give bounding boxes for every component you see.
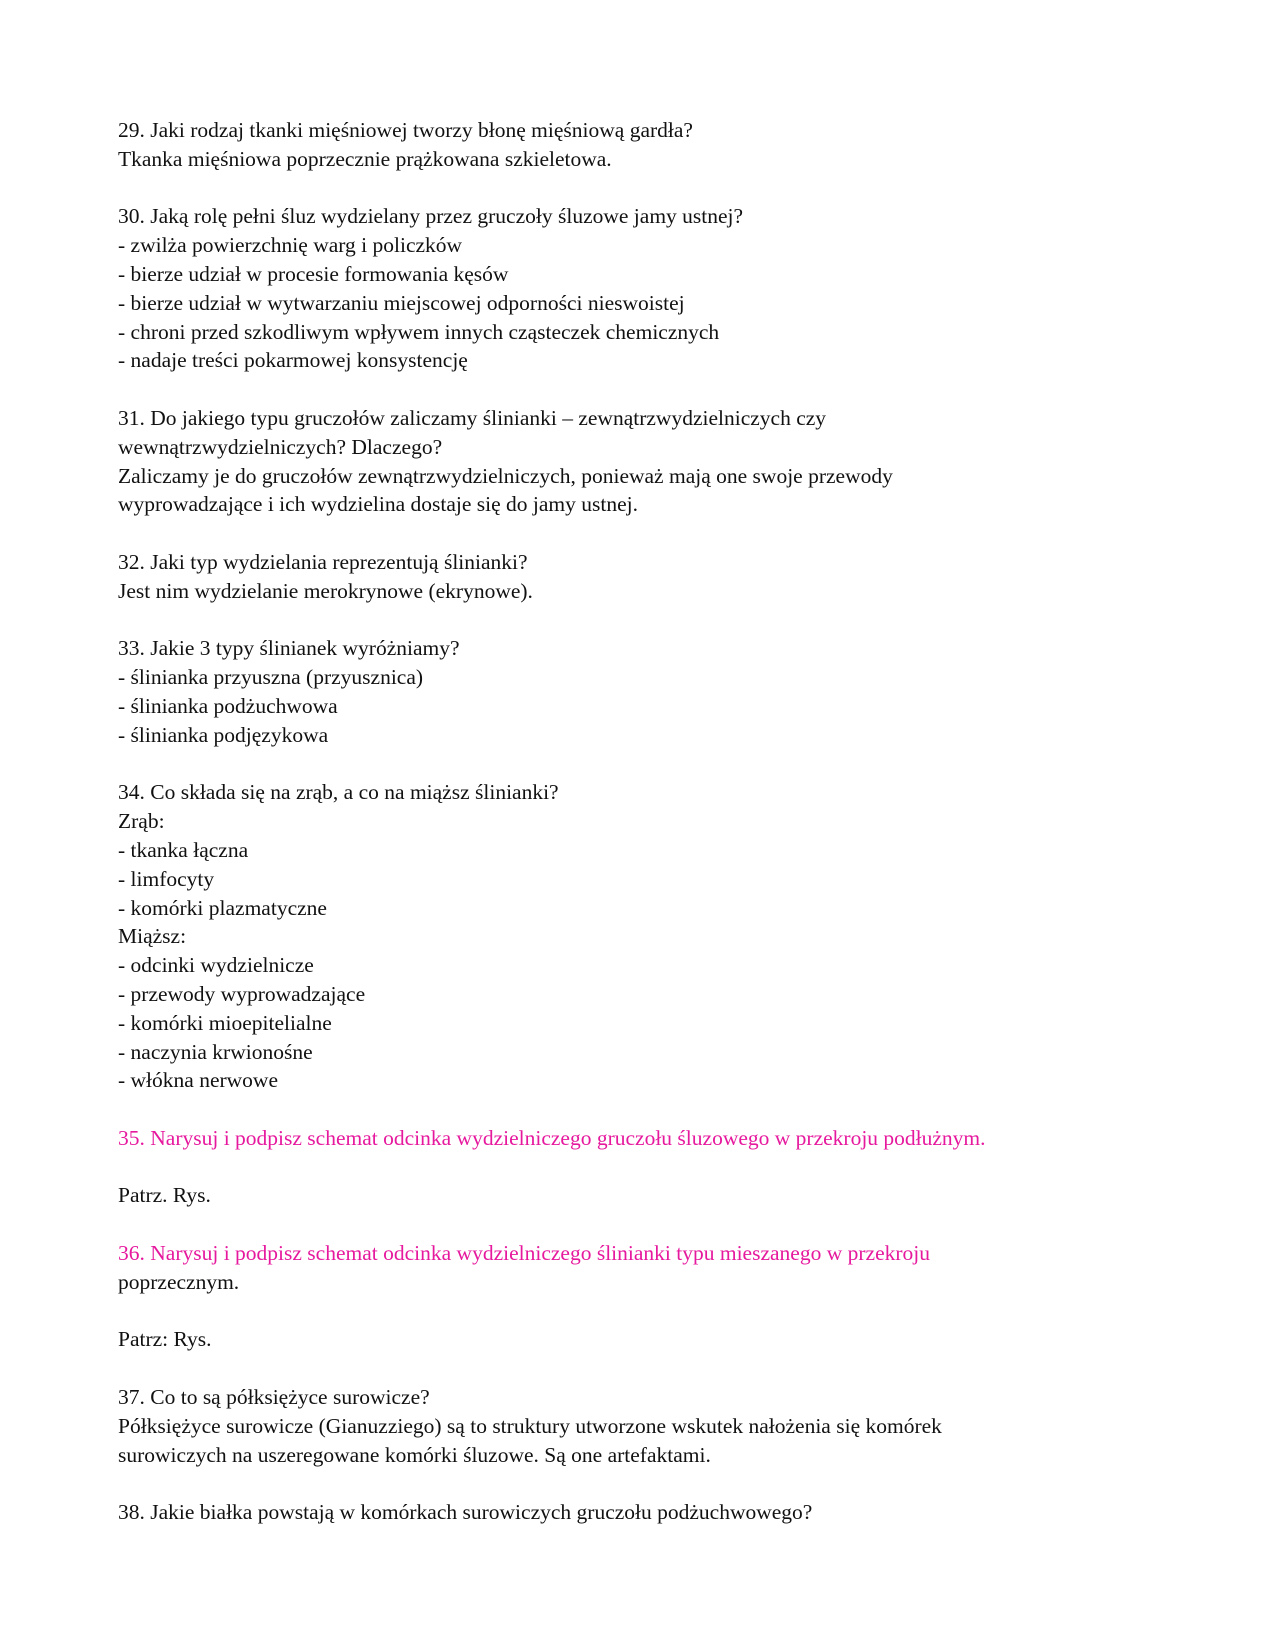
answer-line: - włókna nerwowe (118, 1068, 279, 1093)
block-q29 (118, 116, 1178, 174)
question-line: 37. Co to są półksiężyce surowicze? (118, 1385, 430, 1410)
answer-line: - odcinki wydzielnicze (118, 953, 314, 978)
answer-line: Miąższ: (118, 924, 187, 949)
answer-line: - komórki mioepitelialne (118, 1010, 332, 1035)
answer-line: - tkanka łączna (118, 837, 249, 862)
answer-line: Zaliczamy je do gruczołów zewnątrzwydzielniczych, ponieważ mają one swoje przewody (118, 463, 893, 488)
block-q36 (118, 1239, 1178, 1297)
document-page (118, 116, 1178, 1556)
answer-line: Półksiężyce surowicze (Gianuzziego) są to struktury utworzone wskutek nałożenia się komórek (118, 1413, 942, 1438)
answer-line: Patrz. Rys. (118, 1183, 211, 1208)
block-q32 (118, 548, 1178, 606)
question-line: 32. Jaki typ wydzielania reprezentują ślinianki? (118, 549, 528, 574)
question-line: wewnątrzwydzielniczych? Dlaczego? (118, 434, 443, 459)
answer-line: - ślinianka podjęzykowa (118, 722, 329, 747)
answer-line: - chroni przed szkodliwym wpływem innych cząsteczek chemicznych (118, 319, 720, 344)
block-q30 (118, 202, 1178, 375)
answer-line: - limfocyty (118, 866, 215, 891)
block-q36-answer (118, 1325, 1178, 1354)
answer-line: - komórki plazmatyczne (118, 895, 327, 920)
answer-line: - ślinianka podżuchwowa (118, 693, 338, 718)
block-q38 (118, 1498, 1178, 1527)
answer-line: surowiczych na uszeregowane komórki śluzowe. Są one artefaktami. (118, 1442, 711, 1467)
answer-line: - bierze udział w procesie formowania kęsów (118, 261, 509, 286)
question-line: 34. Co składa się na zrąb, a co na miąższ ślinianki? (118, 780, 559, 805)
question-line: 30. Jaką rolę pełni śluz wydzielany przez gruczoły śluzowe jamy ustnej? (118, 204, 744, 229)
answer-line: - nadaje treści pokarmowej konsystencję (118, 348, 468, 373)
answer-line: Zrąb: (118, 809, 165, 834)
answer-line: - naczynia krwionośne (118, 1039, 313, 1064)
answer-line: wyprowadzające i ich wydzielina dostaje się do jamy ustnej. (118, 492, 639, 517)
question-line: 38. Jakie białka powstają w komórkach surowiczych gruczołu podżuchwowego? (118, 1500, 813, 1525)
answer-line: - ślinianka przyuszna (przyusznica) (118, 665, 424, 690)
answer-line: Patrz: Rys. (118, 1327, 212, 1352)
highlighted-question-line: 36. Narysuj i podpisz schemat odcinka wydzielniczego ślinianki typu mieszanego w przekroju (118, 1241, 931, 1266)
block-q34 (118, 778, 1178, 1095)
question-line: 31. Do jakiego typu gruczołów zaliczamy ślinianki – zewnątrzwydzielniczych czy (118, 405, 827, 430)
answer-line: Tkanka mięśniowa poprzecznie prążkowana szkieletowa. (118, 146, 612, 171)
answer-line: - przewody wyprowadzające (118, 981, 366, 1006)
question-line: poprzecznym. (118, 1269, 240, 1294)
highlighted-question-line: 35. Narysuj i podpisz schemat odcinka wydzielniczego gruczołu śluzowego w przekroju podłużnym. (118, 1125, 986, 1150)
answer-line: - zwilża powierzchnię warg i policzków (118, 233, 463, 258)
block-q35 (118, 1124, 1178, 1153)
block-q35-answer (118, 1181, 1178, 1210)
block-q33 (118, 634, 1178, 749)
question-line: 33. Jakie 3 typy ślinianek wyróżniamy? (118, 636, 460, 661)
block-q37 (118, 1383, 1178, 1469)
answer-line: Jest nim wydzielanie merokrynowe (ekrynowe). (118, 578, 533, 603)
block-q31 (118, 404, 1178, 519)
question-line: 29. Jaki rodzaj tkanki mięśniowej tworzy błonę mięśniową gardła? (118, 118, 693, 142)
answer-line: - bierze udział w wytwarzaniu miejscowej odporności nieswoistej (118, 290, 685, 315)
